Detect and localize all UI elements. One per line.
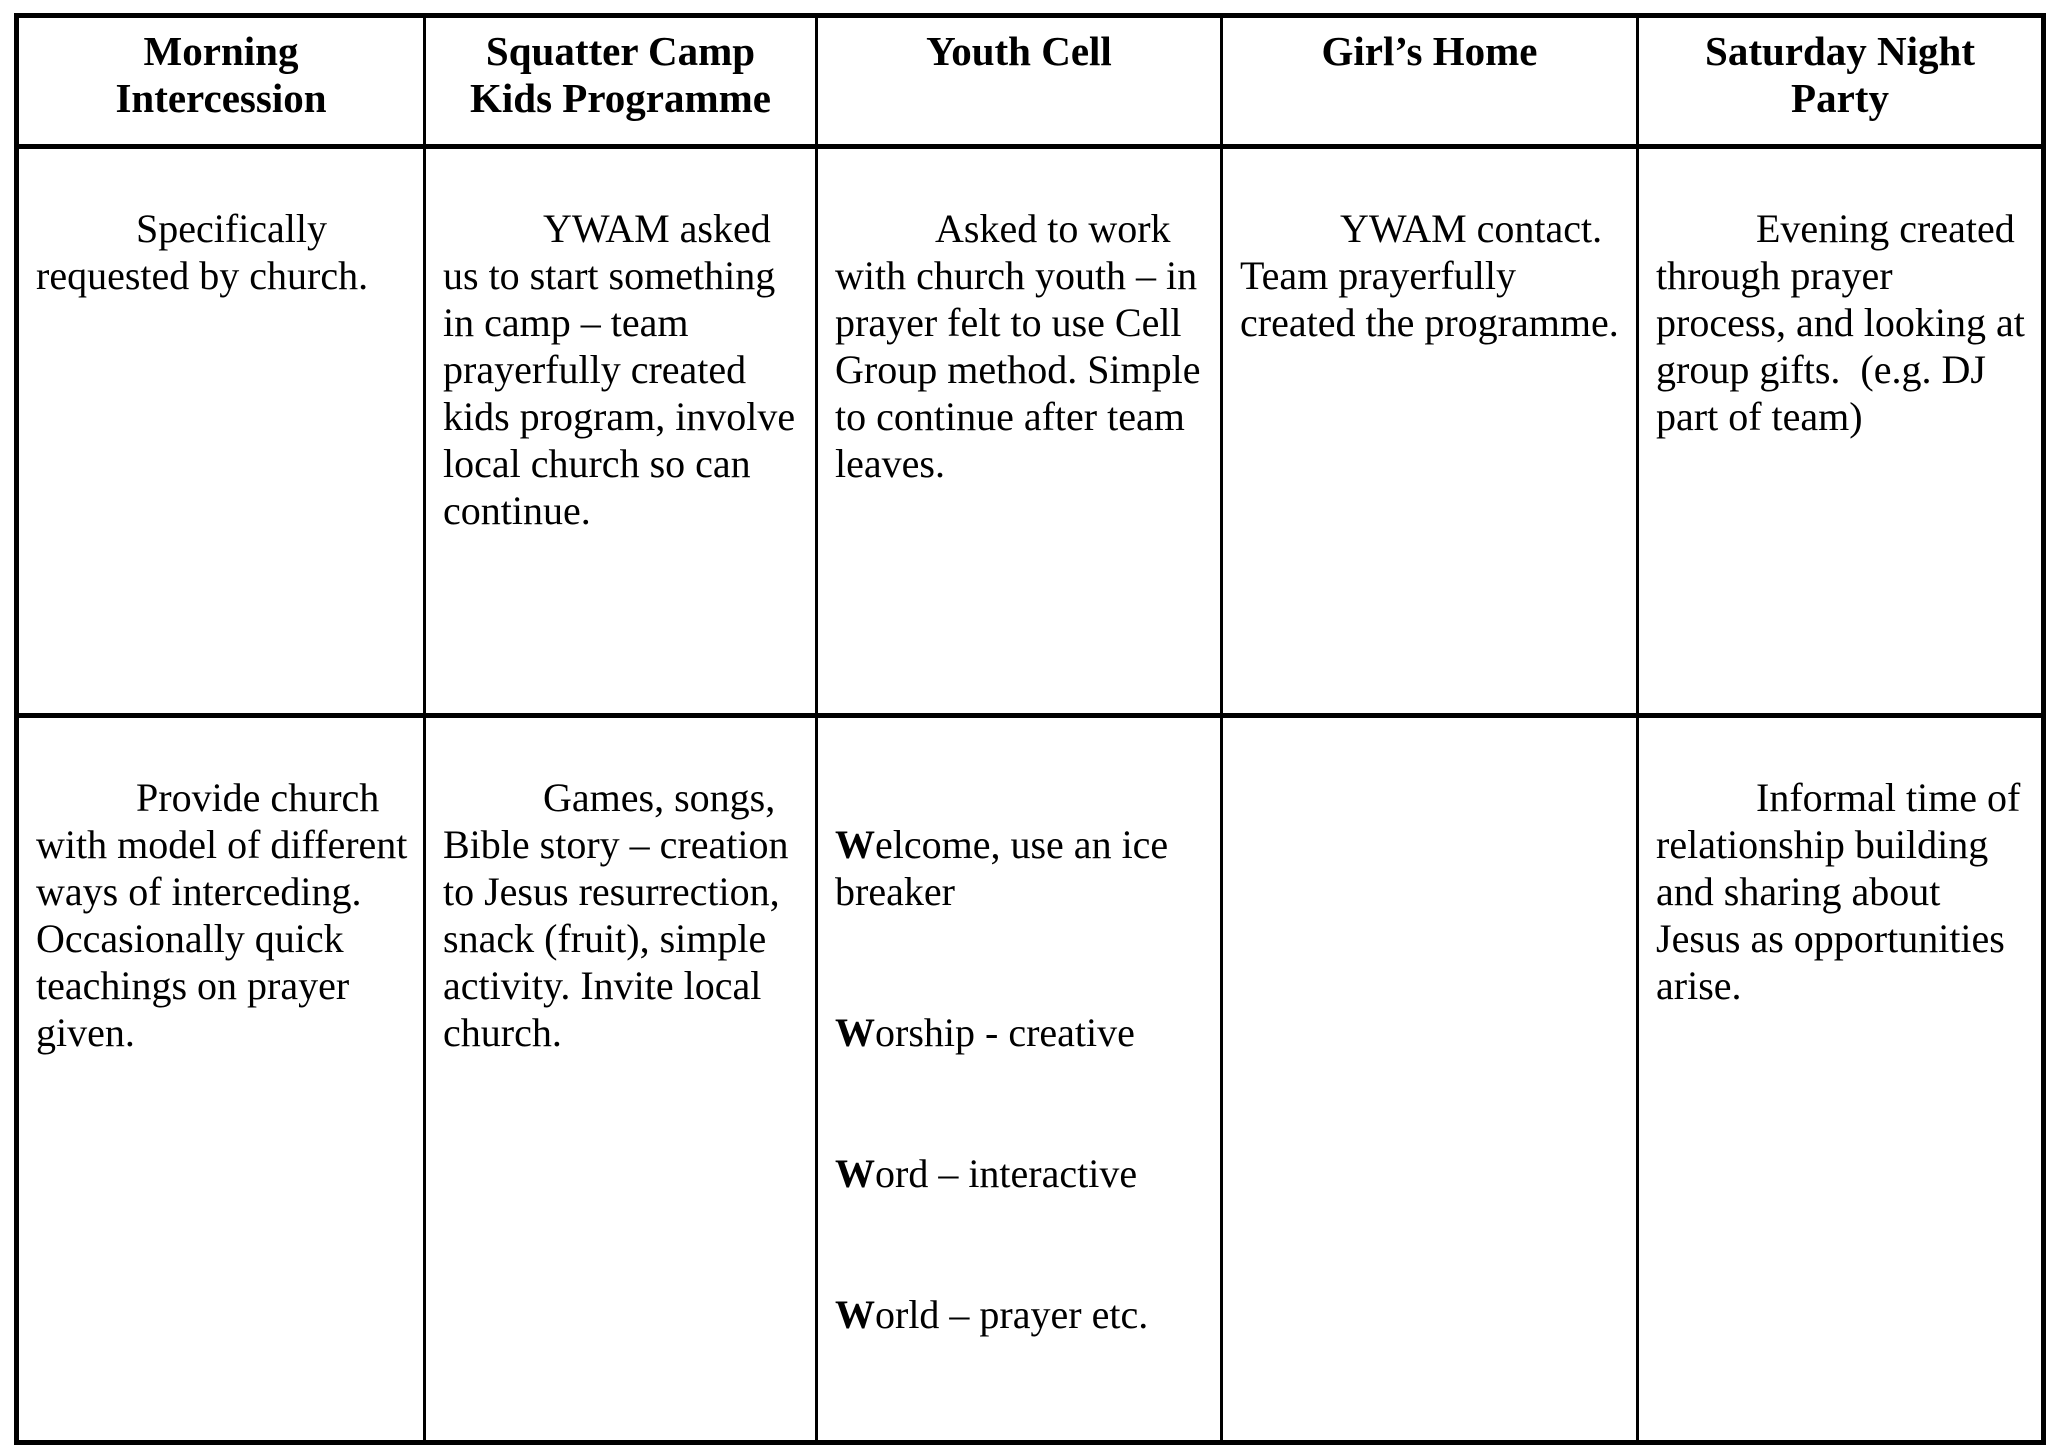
youth-cell-line-welcome	[835, 821, 1206, 915]
header-youth-cell: Youth Cell	[817, 16, 1222, 147]
cell-girls-home-origin	[1222, 147, 1638, 716]
cell-text: Asked to work with church youth – in prayer felt to use Cell Group method. Simple to continue after team leaves.	[835, 206, 1211, 486]
bold-lead-letter: W	[835, 822, 875, 867]
cell-girls-home-content	[1222, 716, 1638, 1443]
cell-text: Games, songs, Bible story – creation to Jesus resurrection, snack (fruit), simple activity. Invite local church.	[443, 775, 799, 1055]
header-girls-home: Girl’s Home	[1222, 16, 1638, 147]
cell-morning-intercession-content	[17, 716, 425, 1443]
cell-youth-cell-content	[817, 716, 1222, 1443]
youth-cell-line-world	[835, 1291, 1206, 1338]
cell-saturday-night-content	[1638, 716, 2044, 1443]
cell-morning-intercession-origin	[17, 147, 425, 716]
line-rest: ord – interactive	[875, 1151, 1138, 1196]
bold-lead-letter: W	[835, 1010, 875, 1055]
cell-text: Specifically requested by church.	[36, 206, 369, 298]
table-row-content	[17, 716, 2044, 1443]
bold-lead-letter: W	[835, 1292, 875, 1337]
cell-text: Informal time of relationship building and sharing about Jesus as opportunities arise.	[1656, 775, 2031, 1008]
cell-squatter-camp-content	[425, 716, 817, 1443]
header-morning-intercession: Morning Intercession	[17, 16, 425, 147]
cell-text: YWAM contact. Team prayerfully created the programme.	[1240, 206, 1619, 345]
table-row-origin	[17, 147, 2044, 716]
youth-cell-line-word	[835, 1150, 1206, 1197]
cell-text: Evening created through prayer process, and looking at group gifts. (e.g. DJ part of team)	[1656, 206, 2035, 439]
line-rest: orld – prayer etc.	[875, 1292, 1149, 1337]
cell-text: Provide church with model of different ways of interceding. Occasionally quick teachings on prayer given.	[36, 775, 418, 1055]
cell-saturday-night-origin	[1638, 147, 2044, 716]
cell-youth-cell-origin	[817, 147, 1222, 716]
bold-lead-letter: W	[835, 1151, 875, 1196]
header-squatter-camp-kids-programme: Squatter Camp Kids Programme	[425, 16, 817, 147]
line-rest: elcome, use an ice breaker	[835, 822, 1179, 914]
header-saturday-night-party: Saturday Night Party	[1638, 16, 2044, 147]
table-header-row	[17, 16, 2044, 147]
cell-text: YWAM asked us to start something in camp – team prayerfully created kids program, involve local church so can continue.	[443, 206, 806, 533]
line-rest: orship - creative	[875, 1010, 1135, 1055]
youth-cell-line-worship	[835, 1009, 1206, 1056]
ministry-activities-table	[14, 13, 2046, 1445]
cell-squatter-camp-origin	[425, 147, 817, 716]
